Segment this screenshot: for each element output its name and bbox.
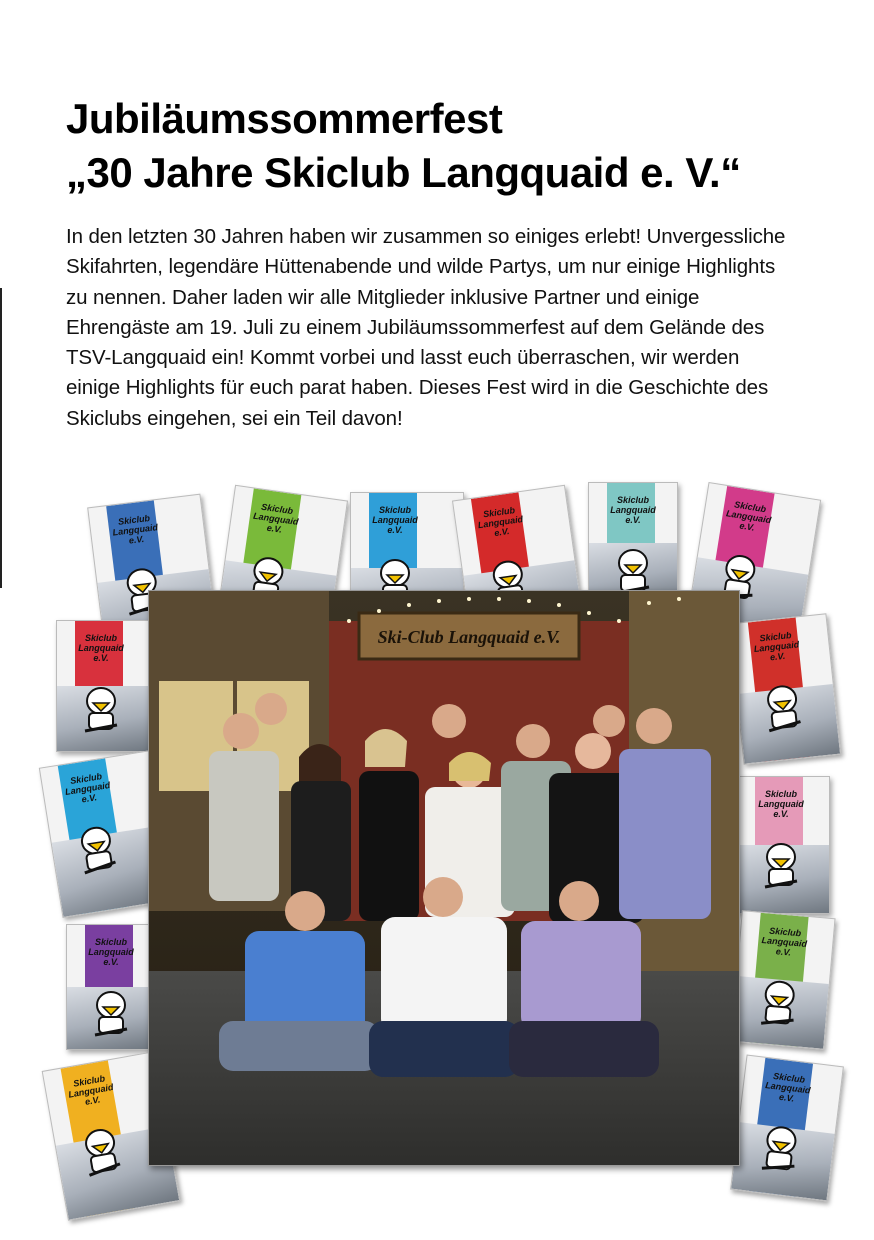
flyer-13 (730, 910, 835, 1050)
flyer-12 (736, 776, 830, 914)
flyer-label: Skiclub Langquaid e.V. (477, 505, 524, 539)
flyer-label: Skiclub Langquaid e.V. (372, 505, 418, 535)
flyer-label: Skiclub Langquaid e.V. (67, 1073, 115, 1107)
flyer-14 (730, 1055, 844, 1202)
flyer-11 (729, 613, 841, 764)
flyer-label: Skiclub Langquaid e.V. (758, 789, 804, 819)
ski-mascot-icon (89, 985, 133, 1041)
flyer-7 (56, 620, 154, 752)
flyer-label: Skiclub Langquaid e.V. (761, 925, 808, 958)
flyer-label: Skiclub Langquaid e.V. (764, 1070, 812, 1104)
ski-mascot-icon (759, 837, 803, 893)
title-line-1: Jubiläumssommerfest (66, 95, 503, 142)
title-line-2: „30 Jahre Skiclub Langquaid e. V.“ (66, 149, 741, 196)
flyer-label: Skiclub Langquaid e.V. (112, 512, 159, 546)
flyer-label: Skiclub Langquaid e.V. (725, 499, 772, 533)
ski-mascot-icon (79, 681, 123, 737)
flyer-collage (0, 470, 874, 1230)
flyer-5 (588, 482, 678, 604)
flyer-label: Skiclub Langquaid e.V. (78, 633, 124, 663)
ski-mascot-icon (758, 677, 808, 737)
flyer-label: Skiclub Langquaid e.V. (252, 501, 300, 535)
flyer-label: Skiclub Langquaid e.V. (753, 630, 800, 663)
group-photo (148, 590, 740, 1166)
ski-mascot-icon (75, 1119, 128, 1182)
flyer-label: Skiclub Langquaid e.V. (88, 937, 134, 967)
intro-paragraph: In den letzten 30 Jahren haben wir zusammen so einiges erlebt! Unvergessliche Skifahrten, legendäre Hüttenabende und wilde Partys, um nur einige Highlights zu nennen. Daher laden wir alle Mitglieder inklusive Partner und einige Ehrengäste am 19. Juli zu einem Jubiläumssommerfest auf dem Gelände des TSV-Langquaid ein! Kommt vorbei und lasst euch überraschen, wir werden einige Highlights für euch parat haben. Dieses Fest wird in die Geschichte des Skiclubs eingehen, sei ein Teil davon! (66, 225, 786, 430)
ski-mascot-icon (755, 973, 804, 1033)
ski-mascot-icon (71, 818, 123, 880)
flyer-label: Skiclub Langquaid e.V. (64, 771, 111, 805)
group-photo-image (149, 591, 739, 1165)
flyer-9 (66, 924, 152, 1050)
flyer-label: Skiclub Langquaid e.V. (610, 495, 656, 525)
hut-sign-text: Ski-Club Langquaid e.V. (377, 627, 561, 647)
page-title (66, 92, 741, 200)
ski-mascot-icon (755, 1118, 805, 1179)
